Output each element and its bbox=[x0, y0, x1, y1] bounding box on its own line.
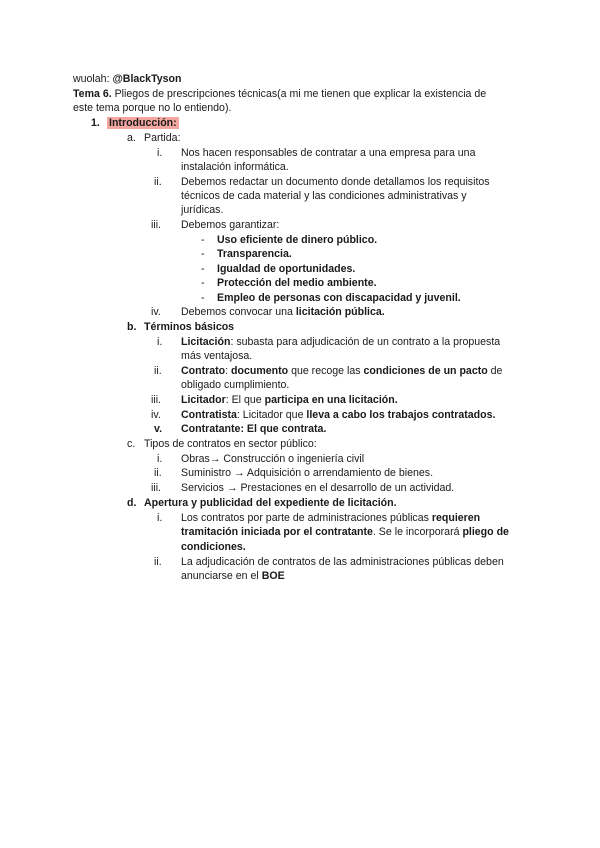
b-i-term: Licitación bbox=[181, 336, 231, 348]
a-ii-line-2: técnicos de cada material y las condiciones administrativas y bbox=[181, 190, 467, 202]
b-iii-term: Licitador bbox=[181, 394, 226, 406]
c-item-marker: i. bbox=[157, 453, 163, 465]
title-line-2 bbox=[73, 101, 231, 116]
section-1-number: 1. bbox=[91, 117, 100, 129]
d-i-line-1-text: Los contratos por parte de administraciones públicas bbox=[181, 512, 432, 524]
a-iv-text: Debemos convocar una bbox=[181, 306, 296, 318]
d-ii-marker: ii. bbox=[154, 556, 162, 568]
b-i-line-2: más ventajosa. bbox=[181, 350, 253, 362]
bullet-item: Transparencia. bbox=[217, 248, 292, 260]
section-1-label: Introducción: bbox=[109, 117, 177, 129]
b-i-rest: : subasta para adjudicación de un contrato a la propuesta bbox=[230, 336, 501, 348]
item-a-label: Partida: bbox=[144, 132, 181, 144]
bullet-dash: - bbox=[201, 248, 205, 260]
c-item-marker: iii. bbox=[151, 482, 162, 494]
a-ii-line-3: jurídicas. bbox=[181, 204, 224, 216]
wuolah-header bbox=[73, 72, 181, 87]
a-i-line-2: instalación informática. bbox=[181, 161, 289, 173]
item-b-label: Términos básicos bbox=[144, 321, 235, 333]
d-i-line-1-bold: requieren bbox=[431, 512, 481, 524]
b-ii-bold-1: documento bbox=[231, 365, 289, 377]
a-iv-line bbox=[181, 305, 385, 320]
a-iv-marker: iv. bbox=[151, 306, 161, 318]
bullet-item: Empleo de personas con discapacidad y juvenil. bbox=[217, 292, 461, 304]
title-line-1 bbox=[73, 87, 486, 102]
b-iv-mid: : Licitador que bbox=[236, 409, 307, 421]
c-item-text: Obras→ Construcción o ingeniería civil bbox=[181, 453, 365, 465]
b-ii-line-1 bbox=[181, 364, 502, 379]
b-ii-line-2: obligado cumplimiento. bbox=[181, 379, 290, 391]
d-i-line-2-bold-2: pliego de bbox=[462, 526, 509, 538]
d-i-line-3: condiciones. bbox=[181, 541, 246, 553]
b-ii-marker: ii. bbox=[154, 365, 162, 377]
d-i-marker: i. bbox=[157, 512, 163, 524]
b-iv-term: Contratista bbox=[181, 409, 237, 421]
title-text-2: este tema porque no lo entiendo). bbox=[73, 102, 232, 114]
c-item-text: Suministro → Adquisición o arrendamiento de bienes. bbox=[181, 467, 434, 479]
item-c-label: Tipos de contratos en sector público: bbox=[144, 438, 317, 450]
header-prefix: wuolah: bbox=[73, 73, 113, 85]
c-item-text: Servicios → Prestaciones en el desarrollo de un actividad. bbox=[181, 482, 455, 494]
b-iv-marker: iv. bbox=[151, 409, 161, 421]
b-iii-line bbox=[181, 393, 398, 408]
b-iv-line bbox=[181, 408, 495, 423]
item-a-marker: a. bbox=[127, 132, 136, 144]
b-v-marker: v. bbox=[154, 423, 163, 435]
b-ii-sep: : bbox=[225, 365, 232, 377]
d-ii-line-2-text: anunciarse en el bbox=[181, 570, 262, 582]
item-d-marker: d. bbox=[127, 497, 137, 509]
c-item-marker: ii. bbox=[154, 467, 162, 479]
item-b-marker: b. bbox=[127, 321, 137, 333]
bullet-item: Igualdad de oportunidades. bbox=[217, 263, 356, 275]
a-i-marker: i. bbox=[157, 147, 163, 159]
d-i-line-2-text: . Se le incorporará bbox=[372, 526, 463, 538]
b-iii-bold: participa en una licitación. bbox=[264, 394, 398, 406]
bullet-dash: - bbox=[201, 292, 205, 304]
item-c-marker: c. bbox=[127, 438, 136, 450]
a-ii-marker: ii. bbox=[154, 176, 162, 188]
b-ii-mid: que recoge las bbox=[288, 365, 364, 377]
a-iii-marker: iii. bbox=[151, 219, 162, 231]
b-iii-marker: iii. bbox=[151, 394, 162, 406]
a-i-line-1: Nos hacen responsables de contratar a una empresa para una bbox=[181, 147, 476, 159]
b-ii-bold-2: condiciones de un pacto bbox=[363, 365, 488, 377]
bullet-item: Uso eficiente de dinero público. bbox=[217, 234, 378, 246]
b-ii-end: de bbox=[487, 365, 503, 377]
bullet-dash: - bbox=[201, 234, 205, 246]
b-iv-bold: lleva a cabo los trabajos contratados. bbox=[306, 409, 496, 421]
b-iii-mid: : El que bbox=[225, 394, 265, 406]
d-ii-line-1: La adjudicación de contratos de las administraciones públicas deben bbox=[181, 556, 504, 568]
d-i-line-1 bbox=[181, 511, 480, 526]
b-i-line-1 bbox=[181, 335, 500, 350]
a-ii-line-1: Debemos redactar un documento donde detallamos los requisitos bbox=[181, 176, 490, 188]
d-i-line-2-bold: tramitación iniciada por el contratante bbox=[181, 526, 373, 538]
a-iii-label: Debemos garantizar: bbox=[181, 219, 280, 231]
bullet-dash: - bbox=[201, 263, 205, 275]
section-1-heading bbox=[107, 116, 179, 131]
b-i-marker: i. bbox=[157, 336, 163, 348]
item-d-label: Apertura y publicidad del expediente de licitación. bbox=[144, 497, 397, 509]
title-text-1: Pliegos de prescripciones técnicas(a mi me tienen que explicar la existencia de bbox=[111, 88, 487, 100]
title-label: Tema 6. bbox=[73, 88, 112, 100]
header-user: @BlackTyson bbox=[112, 73, 182, 85]
d-ii-line-2 bbox=[181, 569, 285, 584]
d-ii-line-2-bold: BOE bbox=[261, 570, 285, 582]
bullet-item: Protección del medio ambiente. bbox=[217, 277, 377, 289]
a-iv-bold: licitación pública. bbox=[295, 306, 385, 318]
d-i-line-2 bbox=[181, 525, 509, 540]
b-ii-term: Contrato bbox=[181, 365, 226, 377]
bullet-dash: - bbox=[201, 277, 205, 289]
b-v-line: Contratante: El que contrata. bbox=[181, 423, 327, 435]
